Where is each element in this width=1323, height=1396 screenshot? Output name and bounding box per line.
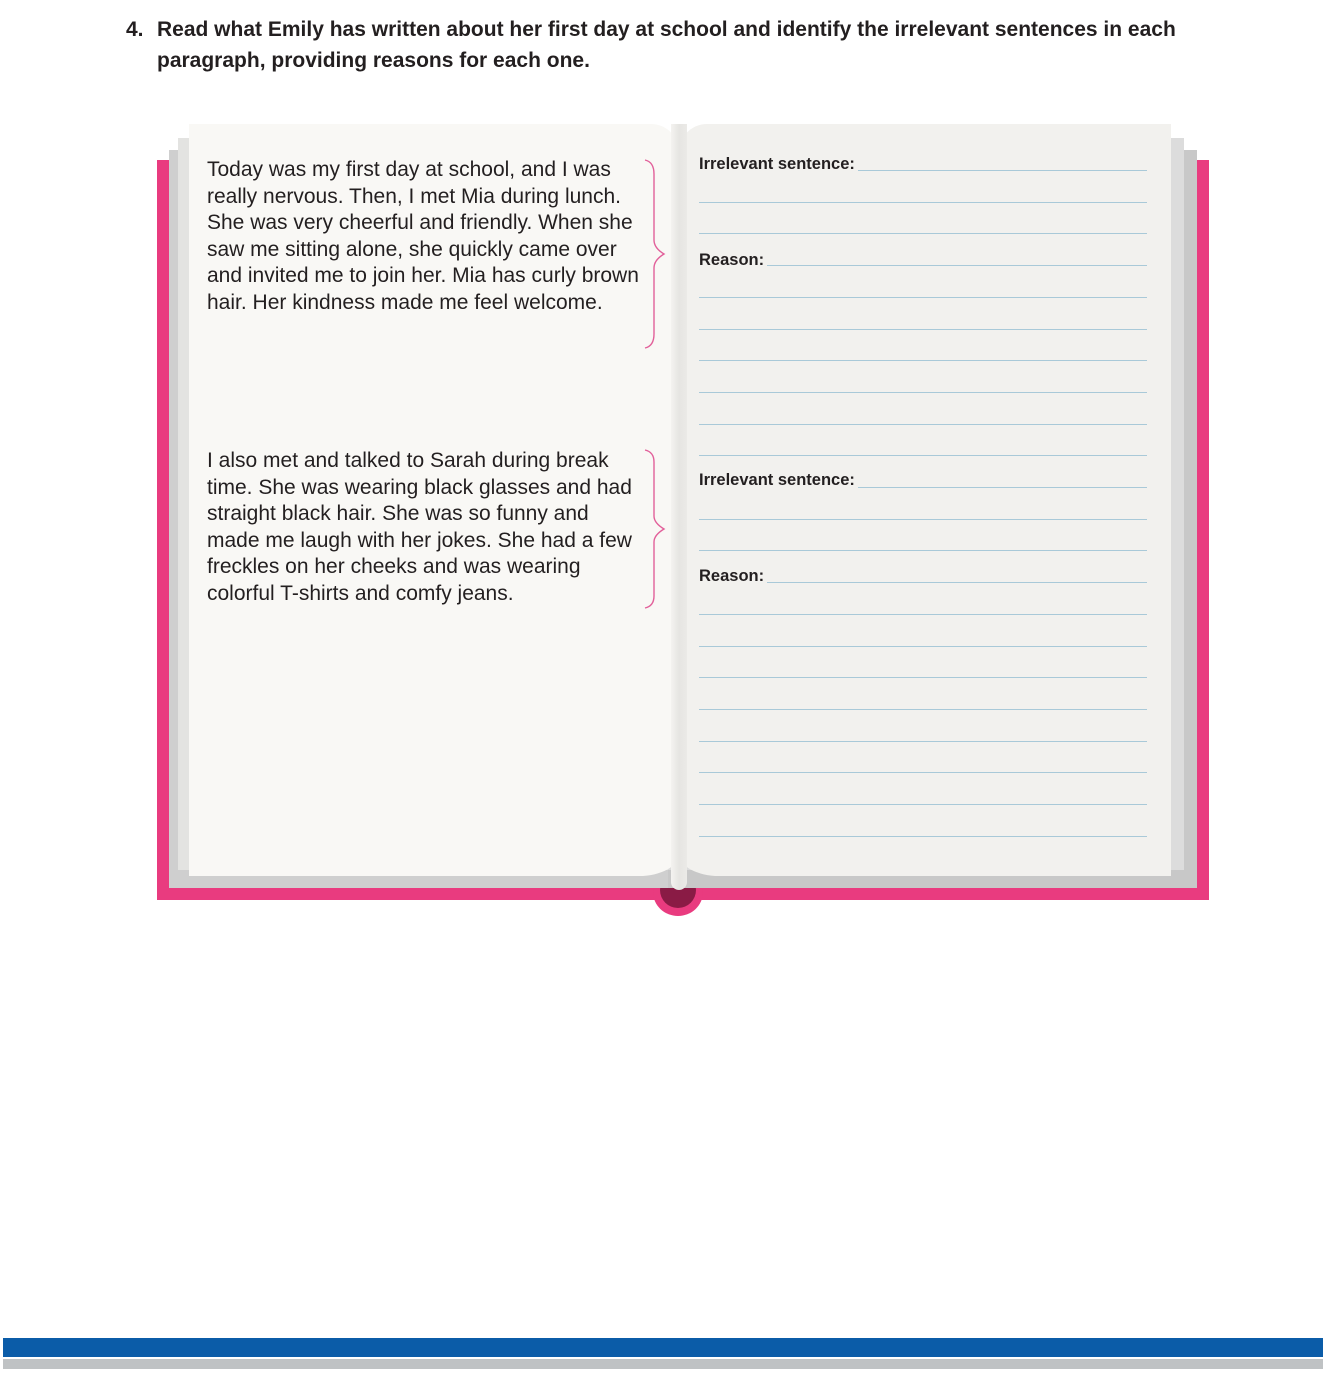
answer-line[interactable] [699,550,1147,551]
answer-line[interactable] [699,677,1147,678]
paragraph-2: I also met and talked to Sarah during break time. She was wearing black glasses and had straight black hair. She was so funny and made me laugh with her jokes. She had a few freckles on her cheeks and was wearing colorful T-shirts and comfy jeans. [207,449,632,605]
footer-bar-gray [3,1359,1323,1369]
question [126,14,1206,76]
answer-line[interactable] [699,392,1147,393]
answer-line[interactable] [699,519,1147,520]
question-text: Read what Emily has written about her first day at school and identify the irrelevant sentences in each paragraph, providing reasons for each one. [157,18,1176,72]
brace-1-icon [640,158,670,350]
answer-line[interactable] [699,202,1147,203]
answer-line[interactable] [699,741,1147,742]
answer-line[interactable] [699,709,1147,710]
irrelevant-sentence-label-1: Irrelevant sentence: [699,154,858,174]
brace-2-icon [640,448,670,610]
answer-line[interactable] [699,329,1147,330]
answer-line[interactable] [699,804,1147,805]
reason-label-2: Reason: [699,566,767,586]
answer-line[interactable] [699,233,1147,234]
answer-line[interactable] [699,424,1147,425]
irrelevant-sentence-label-2: Irrelevant sentence: [699,470,858,490]
answer-line[interactable] [699,455,1147,456]
question-number: 4. [126,18,144,41]
answer-line[interactable] [699,646,1147,647]
reason-label-1: Reason: [699,250,767,270]
paragraph-1: Today was my first day at school, and I was really nervous. Then, I met Mia during lunch. She was very cheerful and friendly. When she saw me sitting alone, she quickly came over and invited me to join her. Mia has curly brown hair. Her kindness made me feel welcome. [207,158,639,314]
answer-line[interactable] [699,297,1147,298]
footer-bar-blue [3,1338,1323,1357]
answer-line[interactable] [699,614,1147,615]
answer-line[interactable] [699,772,1147,773]
answer-line[interactable] [699,360,1147,361]
book-gutter [671,124,687,890]
answer-line[interactable] [699,836,1147,837]
